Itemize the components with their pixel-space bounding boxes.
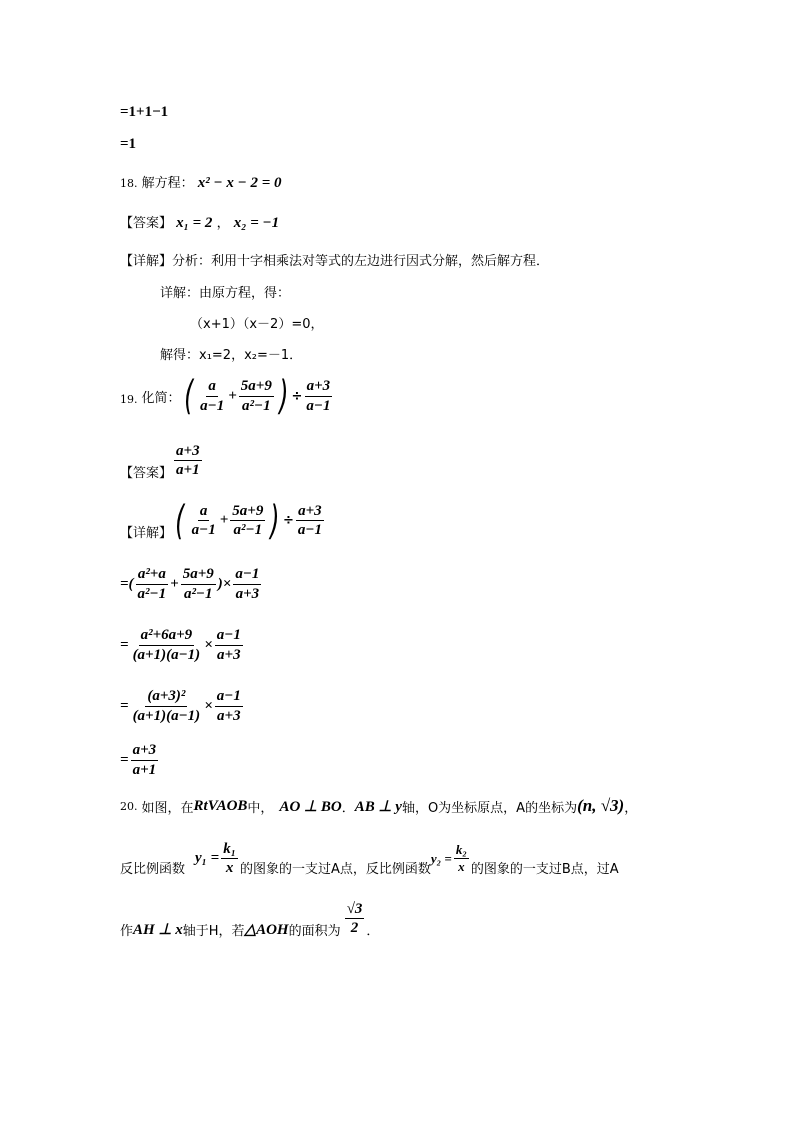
q20-rt: RtVAOB (193, 797, 248, 814)
q18-detail (120, 250, 549, 269)
q20-triangle: △AOH (244, 922, 289, 938)
q18-step-2: （x+1）（x－2）=0， (190, 317, 324, 332)
q18-answer-x2: x₂ = −1 (233, 215, 280, 231)
q19-answer-fraction: $\frac{a+3}{a+1}$ (176, 442, 200, 478)
q20-text: 中， (247, 800, 274, 816)
q18-number: 18. (120, 177, 138, 190)
q20-text: 的图象的一支过B点，过A (470, 862, 619, 877)
q19-detail-expression: ( $\frac{a}{a-1}$ + $\frac{5a+9}{\text{a²−1}}$ ) ÷ $\frac{a+3}{a-1}$ (175, 497, 322, 544)
q20-text: 反比例函数 (120, 862, 186, 877)
question-20-line-1 (120, 796, 637, 816)
q19-step-4: = $\frac{a+3}{a+1}$ (120, 742, 157, 778)
q19-expression: ( $\frac{a}{a-1}$ + $\frac{5a+9}{\text{a²−1}}$ ) ÷ $\frac{a+3}{a-1}$ (183, 373, 331, 419)
detail-label: 【详解】 (120, 526, 173, 541)
q20-function-2: y₂ = $\frac{\text{k₂}}{x}$ (430, 841, 467, 874)
q20-number: 20. (120, 799, 138, 813)
detail-label: 【详解】 (120, 254, 173, 269)
question-20-line-3 (120, 898, 379, 939)
question-18 (120, 172, 282, 192)
question-20-line-2 (120, 840, 619, 877)
q20-text: ， (624, 800, 638, 816)
q20-perp-1: AO ⊥ BO (279, 798, 342, 815)
q20-text: 的面积为 (288, 924, 341, 939)
q18-answer (120, 212, 279, 232)
q20-text: ． (366, 924, 380, 939)
q20-text: 如图，在 (141, 800, 194, 816)
q19-step-1: =( $\frac{\text{a²+a}}{\text{a²−1}}$ + $\frac{5a+9}{\text{a²−1}}$ )× $\frac{a-1}{a+3}$ (120, 566, 260, 602)
q19-answer (120, 440, 204, 481)
q18-equation: x² − x − 2 = 0 (197, 175, 282, 191)
q18-step-1: 详解：由原方程，得： (160, 286, 291, 301)
q20-text: 轴，O为坐标原点，A的坐标为 (401, 800, 578, 816)
q20-text: 轴于H，若 (182, 924, 245, 939)
calc-line-2: =1 (120, 136, 137, 152)
q19-step-2: = $\frac{\text{a²+6a+9}}{(a+1)(a-1)}$ × $\frac{a-1}{a+3}$ (120, 627, 241, 663)
question-19 (120, 373, 334, 419)
q18-answer-x1: x₁ = 2 (176, 215, 213, 231)
answer-label: 【答案】 (120, 466, 173, 481)
q20-text: ． (341, 800, 355, 816)
q20-perp-2: AB ⊥ y (354, 798, 402, 815)
q20-ah-perp: AH ⊥ x (133, 922, 183, 938)
q20-area-fraction: $\frac{√3}{2}$ (346, 900, 363, 936)
q19-prompt: 化简： (141, 391, 181, 406)
q19-number: 19. (120, 393, 138, 406)
q18-prompt: 解方程： (141, 176, 194, 191)
q19-detail (120, 497, 326, 544)
q18-detail-text: 分析：利用十字相乘法对等式的左边进行因式分解，然后解方程． (172, 254, 550, 269)
q18-step-3: 解得：x₁=2，x₂=－1． (160, 348, 303, 363)
comma: ， (216, 216, 230, 231)
answer-label: 【答案】 (120, 216, 173, 231)
calc-line-1: =1+1−1 (120, 104, 169, 120)
q19-step-3: = $\frac{\text{(a+3)²}}{(a+1)(a-1)}$ × $\frac{a-1}{a+3}$ (120, 688, 241, 724)
q20-text: 作 (120, 924, 134, 939)
q20-text: 的图象的一支过A点，反比例函数 (239, 862, 431, 877)
q20-coord-a: (n, √3) (577, 796, 625, 815)
q20-function-1: y₁ = $\frac{\text{k₁}}{x}$ (195, 840, 236, 876)
